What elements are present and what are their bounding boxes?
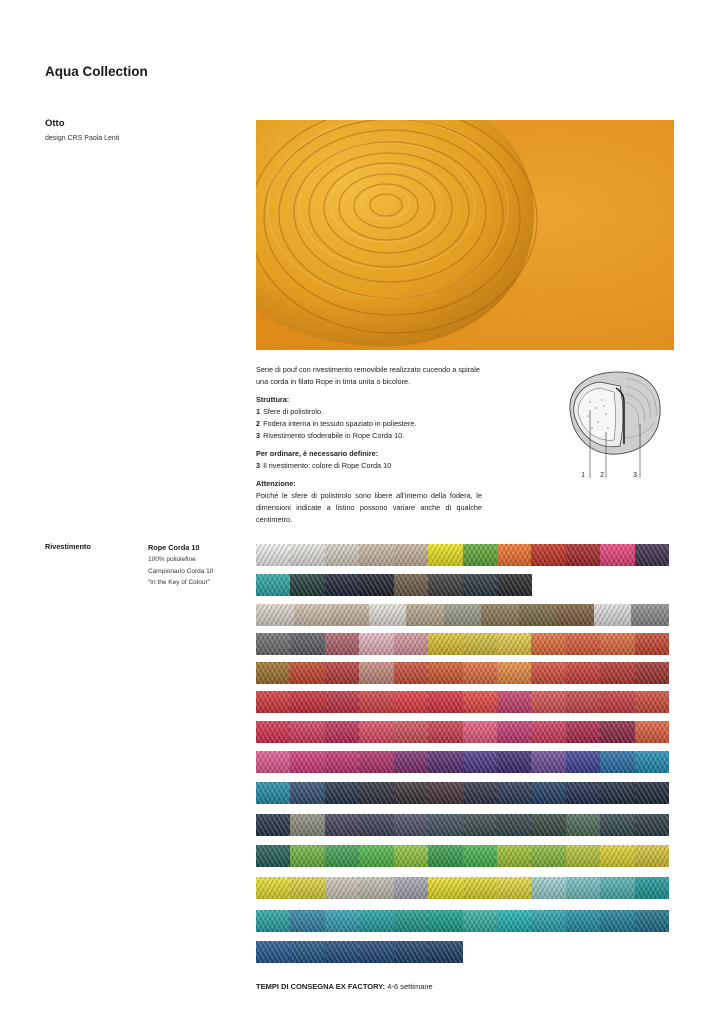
swatch-row [256,691,669,713]
color-swatch[interactable] [463,574,498,596]
swatch-row [256,604,669,626]
color-swatch[interactable] [566,910,601,932]
color-swatch[interactable] [531,544,566,566]
color-swatch[interactable] [394,814,429,836]
color-swatch[interactable] [394,941,429,963]
rope-info [148,542,213,589]
swatch-row [256,721,669,743]
color-swatch[interactable] [556,604,594,626]
color-swatch[interactable] [394,662,429,684]
color-swatch[interactable] [519,604,557,626]
product-photo [256,120,674,350]
color-swatch[interactable] [256,814,291,836]
swatch-row [256,751,669,773]
color-swatch[interactable] [444,604,482,626]
color-swatch[interactable] [531,751,566,773]
color-swatch[interactable] [463,662,498,684]
color-swatch[interactable] [428,751,463,773]
color-swatch[interactable] [290,910,325,932]
color-swatch[interactable] [497,814,532,836]
color-swatch[interactable] [635,751,670,773]
color-swatch[interactable] [290,845,325,867]
color-swatch[interactable] [566,751,601,773]
diagram-label: 1 [581,472,585,479]
color-swatch[interactable] [369,604,407,626]
color-swatch[interactable] [463,751,498,773]
color-swatch[interactable] [325,782,360,804]
color-swatch[interactable] [294,604,332,626]
color-swatch[interactable] [428,845,463,867]
color-swatch[interactable] [463,877,498,899]
product-description [256,364,482,526]
color-swatch[interactable] [359,691,394,713]
color-swatch[interactable] [331,604,369,626]
product-designer: design CRS Paola Lenti [45,135,120,142]
color-swatch[interactable] [290,721,325,743]
warning-text: Poiché le sfere di polistirolo sono libere all'interno della fodera, le dimensioni indicate a listino possono variare anche di qualche centimetro. [256,491,482,524]
delivery-time [256,982,433,991]
color-swatch[interactable] [497,721,532,743]
color-swatch[interactable] [600,662,635,684]
color-swatch[interactable] [359,662,394,684]
color-swatch[interactable] [600,845,635,867]
color-swatch[interactable] [256,544,291,566]
color-swatch[interactable] [290,782,325,804]
color-swatch[interactable] [394,877,429,899]
color-swatch[interactable] [256,691,291,713]
page-title: Aqua Collection [45,64,148,79]
color-swatch[interactable] [428,721,463,743]
swatch-row [256,910,669,932]
color-swatch[interactable] [394,691,429,713]
color-swatch[interactable] [325,814,360,836]
color-swatch[interactable] [394,910,429,932]
color-swatch[interactable] [497,782,532,804]
color-swatch[interactable] [359,814,394,836]
color-swatch[interactable] [406,604,444,626]
color-swatch[interactable] [325,941,360,963]
color-swatch[interactable] [325,633,360,655]
color-swatch[interactable] [463,845,498,867]
color-swatch[interactable] [635,633,670,655]
color-swatch[interactable] [635,782,670,804]
product-name: Otto [45,118,65,129]
color-swatch[interactable] [290,691,325,713]
color-swatch[interactable] [531,814,566,836]
color-swatch[interactable] [531,662,566,684]
color-swatch[interactable] [531,910,566,932]
color-swatch[interactable] [428,633,463,655]
color-swatch[interactable] [359,910,394,932]
color-swatch[interactable] [531,845,566,867]
color-swatch[interactable] [394,751,429,773]
color-swatch[interactable] [359,941,394,963]
color-swatch[interactable] [600,782,635,804]
swatch-row [256,845,669,867]
color-swatch[interactable] [325,751,360,773]
swatch-row [256,574,531,596]
color-swatch[interactable] [325,910,360,932]
color-swatch[interactable] [359,877,394,899]
color-swatch[interactable] [256,845,291,867]
color-swatch[interactable] [428,877,463,899]
color-swatch[interactable] [428,814,463,836]
color-swatch[interactable] [531,782,566,804]
color-swatch[interactable] [531,691,566,713]
order-item: 3 Il rivestimento: colore di Rope Corda 10 [256,461,392,470]
color-swatch[interactable] [256,721,291,743]
warning-title: Attenzione: [256,479,296,488]
color-swatch[interactable] [290,662,325,684]
color-swatch[interactable] [635,721,670,743]
structure-item: 2 Fodera interna in tessuto spaziato in poliestere. [256,419,417,428]
color-swatch[interactable] [428,662,463,684]
color-swatch[interactable] [600,910,635,932]
color-swatch[interactable] [428,782,463,804]
color-swatch[interactable] [531,877,566,899]
color-swatch[interactable] [531,721,566,743]
color-swatch[interactable] [256,751,291,773]
color-swatch[interactable] [497,910,532,932]
color-swatch[interactable] [635,877,670,899]
color-swatch[interactable] [635,544,670,566]
intro-text: Serie di pouf con rivestimento removibile realizzato cucendo a spirale una corda in filato Rope in tinta unita o bicolore. [256,365,480,386]
color-swatch[interactable] [463,814,498,836]
color-swatch[interactable] [566,691,601,713]
color-swatch[interactable] [359,633,394,655]
color-swatch[interactable] [394,782,429,804]
color-swatch[interactable] [497,544,532,566]
color-swatch[interactable] [256,633,291,655]
color-swatch[interactable] [394,721,429,743]
color-swatch[interactable] [325,721,360,743]
color-swatch[interactable] [463,633,498,655]
structure-title: Struttura: [256,395,290,404]
swatch-row [256,544,669,566]
color-swatch[interactable] [497,877,532,899]
color-swatch[interactable] [566,544,601,566]
color-swatch[interactable] [463,721,498,743]
color-swatch[interactable] [256,574,291,596]
color-swatch[interactable] [635,662,670,684]
color-swatch[interactable] [325,574,360,596]
color-swatch[interactable] [325,544,360,566]
rope-detail: “In the Key of Colour” [148,579,210,586]
rope-detail: Campionario Corda 10 [148,567,214,575]
color-swatch[interactable] [256,877,291,899]
color-swatch[interactable] [600,544,635,566]
color-swatch[interactable] [497,574,532,596]
diagram-label: 2 [600,472,604,479]
color-swatch[interactable] [497,633,532,655]
color-swatch[interactable] [359,574,394,596]
color-swatch[interactable] [359,845,394,867]
diagram-label: 3 [633,472,637,479]
color-swatch[interactable] [635,691,670,713]
color-swatch[interactable] [394,544,429,566]
color-swatch[interactable] [256,662,291,684]
color-swatch[interactable] [566,721,601,743]
color-swatch[interactable] [463,782,498,804]
color-swatch[interactable] [325,662,360,684]
swatch-row [256,662,669,684]
color-swatch[interactable] [290,877,325,899]
color-swatch[interactable] [566,662,601,684]
delivery-value: 4-6 settimane [387,982,433,991]
rope-detail: 100% poliolefine [148,556,196,563]
color-swatch[interactable] [359,544,394,566]
color-swatch[interactable] [635,845,670,867]
color-swatch[interactable] [497,691,532,713]
color-swatch[interactable] [428,691,463,713]
color-swatch[interactable] [359,782,394,804]
swatch-row [256,941,463,963]
color-swatch[interactable] [497,845,532,867]
rope-name: Rope Corda 10 [148,543,200,552]
color-swatch[interactable] [394,845,429,867]
color-swatch[interactable] [325,877,360,899]
color-swatch[interactable] [290,574,325,596]
color-swatch[interactable] [394,633,429,655]
color-swatch[interactable] [359,721,394,743]
color-swatch[interactable] [531,633,566,655]
color-swatch[interactable] [325,691,360,713]
color-swatch[interactable] [290,633,325,655]
color-swatch-grid [256,544,676,968]
color-swatch[interactable] [497,751,532,773]
delivery-label: TEMPI DI CONSEGNA EX FACTORY: [256,982,386,991]
covering-label: Rivestimento [45,542,91,551]
color-swatch[interactable] [256,941,291,963]
color-swatch[interactable] [428,910,463,932]
swatch-row [256,814,669,836]
color-swatch[interactable] [566,782,601,804]
color-swatch[interactable] [463,544,498,566]
color-swatch[interactable] [566,633,601,655]
color-swatch[interactable] [325,845,360,867]
color-swatch[interactable] [463,691,498,713]
color-swatch[interactable] [566,814,601,836]
structure-item: 1 Sfere di polistirolo. [256,407,324,416]
color-swatch[interactable] [256,910,291,932]
color-swatch[interactable] [600,721,635,743]
structure-item: 3 Rivestimento sfoderabile in Rope Corda 10. [256,431,405,440]
color-swatch[interactable] [600,751,635,773]
swatch-row [256,633,669,655]
color-swatch[interactable] [290,544,325,566]
color-swatch[interactable] [566,845,601,867]
order-title: Per ordinare, è necessario definire: [256,449,379,458]
color-swatch[interactable] [290,941,325,963]
construction-diagram [560,366,672,482]
color-swatch[interactable] [290,751,325,773]
color-swatch[interactable] [256,782,291,804]
color-swatch[interactable] [256,604,294,626]
color-swatch[interactable] [594,604,632,626]
color-swatch[interactable] [631,604,669,626]
color-swatch[interactable] [394,574,429,596]
color-swatch[interactable] [428,574,463,596]
color-swatch[interactable] [481,604,519,626]
color-swatch[interactable] [635,910,670,932]
color-swatch[interactable] [428,544,463,566]
swatch-row [256,877,669,899]
color-swatch[interactable] [463,910,498,932]
color-swatch[interactable] [600,691,635,713]
color-swatch[interactable] [600,814,635,836]
color-swatch[interactable] [635,814,670,836]
color-swatch[interactable] [359,751,394,773]
color-swatch[interactable] [290,814,325,836]
color-swatch[interactable] [600,633,635,655]
color-swatch[interactable] [497,662,532,684]
color-swatch[interactable] [428,941,463,963]
swatch-row [256,782,669,804]
color-swatch[interactable] [600,877,635,899]
color-swatch[interactable] [566,877,601,899]
